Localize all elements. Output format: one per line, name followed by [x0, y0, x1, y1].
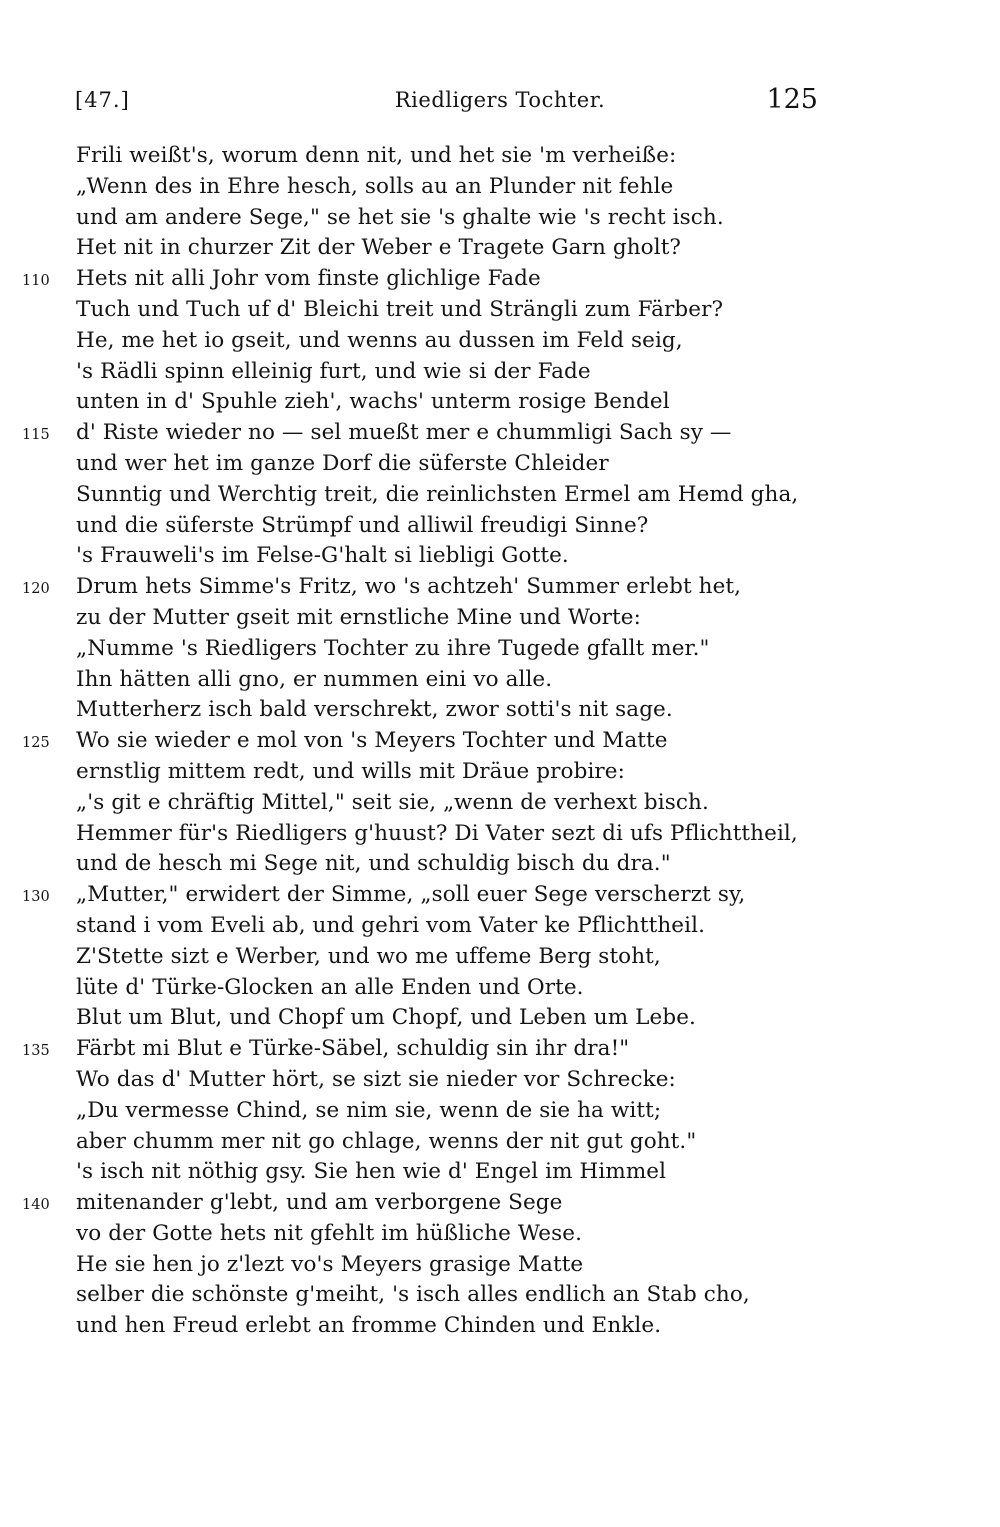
verse-text: d' Riste wieder no — sel mueßt mer e chummligi Sach sy —: [76, 420, 732, 446]
verse-line: [0, 1280, 1000, 1311]
verse-text: ernstlig mittem redt, und wills mit Dräue probire:: [76, 758, 625, 784]
verse-line: [0, 233, 1000, 264]
verse-line: [0, 541, 1000, 572]
verse-text: „Mutter," erwidert der Simme, „soll euer Sege verscherzt sy,: [76, 882, 746, 908]
verse-text: zu der Mutter gseit mit ernstliche Mine und Worte:: [76, 604, 641, 630]
verse-line: [0, 849, 1000, 880]
verse-text: Wo das d' Mutter hört, se sizt sie nieder vor Schrecke:: [76, 1066, 676, 1092]
verse-text: „Du vermesse Chind, se nim sie, wenn de sie ha witt;: [76, 1097, 662, 1123]
verse-line: [0, 819, 1000, 850]
poem-text: [0, 141, 1000, 1342]
verse-line: [0, 603, 1000, 634]
verse-text: Het nit in churzer Zit der Weber e Tragete Garn gholt?: [76, 235, 682, 261]
verse-line: [0, 1157, 1000, 1188]
verse-text: Blut um Blut, und Chopf um Chopf, und Leben um Lebe.: [76, 1005, 696, 1031]
verse-line: [0, 141, 1000, 172]
verse-text: Sunntig und Werchtig treit, die reinlichsten Ermel am Hemd gha,: [76, 481, 799, 507]
verse-line: [0, 1188, 1000, 1219]
page-header: [0, 84, 1000, 124]
verse-text: Tuch und Tuch uf d' Bleichi treit und Strängli zum Färber?: [76, 296, 724, 322]
verse-text: 's Frauweli's im Felse-G'halt si liebligi Gotte.: [76, 543, 569, 569]
verse-line: [0, 1096, 1000, 1127]
line-number: 130: [22, 889, 50, 906]
verse-line: [0, 1034, 1000, 1065]
line-number: 125: [22, 735, 50, 752]
verse-text: stand i vom Eveli ab, und gehri vom Vater ke Pflichttheil.: [76, 912, 706, 938]
verse-text: „Wenn des in Ehre hesch, solls au an Plunder nit fehle: [76, 173, 674, 199]
verse-line: [0, 172, 1000, 203]
page-number: 125: [766, 84, 818, 115]
verse-line: [0, 418, 1000, 449]
verse-text: unten in d' Spuhle zieh', wachs' unterm rosige Bendel: [76, 389, 670, 415]
verse-text: Färbt mi Blut e Türke-Säbel, schuldig sin ihr dra!": [76, 1036, 630, 1062]
verse-line: [0, 1127, 1000, 1158]
verse-text: Drum hets Simme's Fritz, wo 's achtzeh' Summer erlebt het,: [76, 574, 742, 600]
verse-line: [0, 203, 1000, 234]
verse-line: [0, 264, 1000, 295]
verse-line: [0, 326, 1000, 357]
verse-line: [0, 480, 1000, 511]
verse-line: [0, 973, 1000, 1004]
verse-line: [0, 449, 1000, 480]
verse-text: vo der Gotte hets nit gfehlt im hüßliche Wese.: [76, 1220, 583, 1246]
verse-text: und die süferste Strümpf und alliwil freudigi Sinne?: [76, 512, 649, 538]
line-number: 135: [22, 1043, 50, 1060]
verse-line: [0, 1065, 1000, 1096]
verse-line: [0, 695, 1000, 726]
verse-line: [0, 1219, 1000, 1250]
signature-mark: [47.]: [75, 88, 130, 112]
verse-text: lüte d' Türke-Glocken an alle Enden und Orte.: [76, 974, 584, 1000]
verse-text: und am andere Sege," se het sie 's ghalte wie 's recht isch.: [76, 204, 724, 230]
verse-line: [0, 1311, 1000, 1342]
verse-line: [0, 726, 1000, 757]
verse-line: [0, 357, 1000, 388]
verse-text: und hen Freud erlebt an fromme Chinden und Enkle.: [76, 1313, 662, 1339]
verse-line: [0, 911, 1000, 942]
verse-line: [0, 942, 1000, 973]
verse-text: Hets nit alli Johr vom finste glichlige Fade: [76, 266, 541, 292]
verse-text: und wer het im ganze Dorf die süferste Chleider: [76, 450, 609, 476]
running-title: Riedligers Tochter.: [394, 88, 606, 112]
verse-line: [0, 757, 1000, 788]
verse-text: Ihn hätten alli gno, er nummen eini vo alle.: [76, 666, 553, 692]
verse-line: [0, 665, 1000, 696]
line-number: 140: [22, 1197, 50, 1214]
verse-text: Z'Stette sizt e Werber, und wo me uffeme Berg stoht,: [76, 943, 661, 969]
verse-text: „Numme 's Riedligers Tochter zu ihre Tugede gfallt mer.": [76, 635, 710, 661]
line-number: 120: [22, 581, 50, 598]
verse-line: [0, 880, 1000, 911]
line-number: 115: [22, 427, 50, 444]
line-number: 110: [22, 273, 50, 290]
verse-text: Hemmer für's Riedligers g'huust? Di Vater sezt di ufs Pflichttheil,: [76, 820, 798, 846]
verse-line: [0, 788, 1000, 819]
verse-line: [0, 572, 1000, 603]
verse-text: Mutterherz isch bald verschrekt, zwor sotti's nit sage.: [76, 697, 673, 723]
verse-line: [0, 1003, 1000, 1034]
verse-text: aber chumm mer nit go chlage, wenns der nit gut goht.": [76, 1128, 697, 1154]
verse-line: [0, 634, 1000, 665]
verse-text: selber die schönste g'meiht, 's isch alles endlich an Stab cho,: [76, 1282, 750, 1308]
verse-text: mitenander g'lebt, und am verborgene Sege: [76, 1190, 563, 1216]
verse-line: [0, 1250, 1000, 1281]
verse-text: Wo sie wieder e mol von 's Meyers Tochter und Matte: [76, 728, 668, 754]
verse-text: Frili weißt's, worum denn nit, und het sie 'm verheiße:: [76, 143, 677, 168]
verse-text: „'s git e chräftig Mittel," seit sie, „wenn de verhext bisch.: [76, 789, 709, 815]
verse-text: und de hesch mi Sege nit, und schuldig bisch du dra.": [76, 851, 671, 877]
verse-line: [0, 511, 1000, 542]
verse-text: 's isch nit nöthig gsy. Sie hen wie d' Engel im Himmel: [76, 1159, 667, 1185]
verse-line: [0, 295, 1000, 326]
verse-text: He sie hen jo z'lezt vo's Meyers grasige Matte: [76, 1251, 584, 1277]
verse-text: He, me het io gseit, und wenns au dussen im Feld seig,: [76, 327, 683, 353]
verse-text: 's Rädli spinn elleinig furt, und wie si der Fade: [76, 358, 591, 384]
verse-line: [0, 387, 1000, 418]
